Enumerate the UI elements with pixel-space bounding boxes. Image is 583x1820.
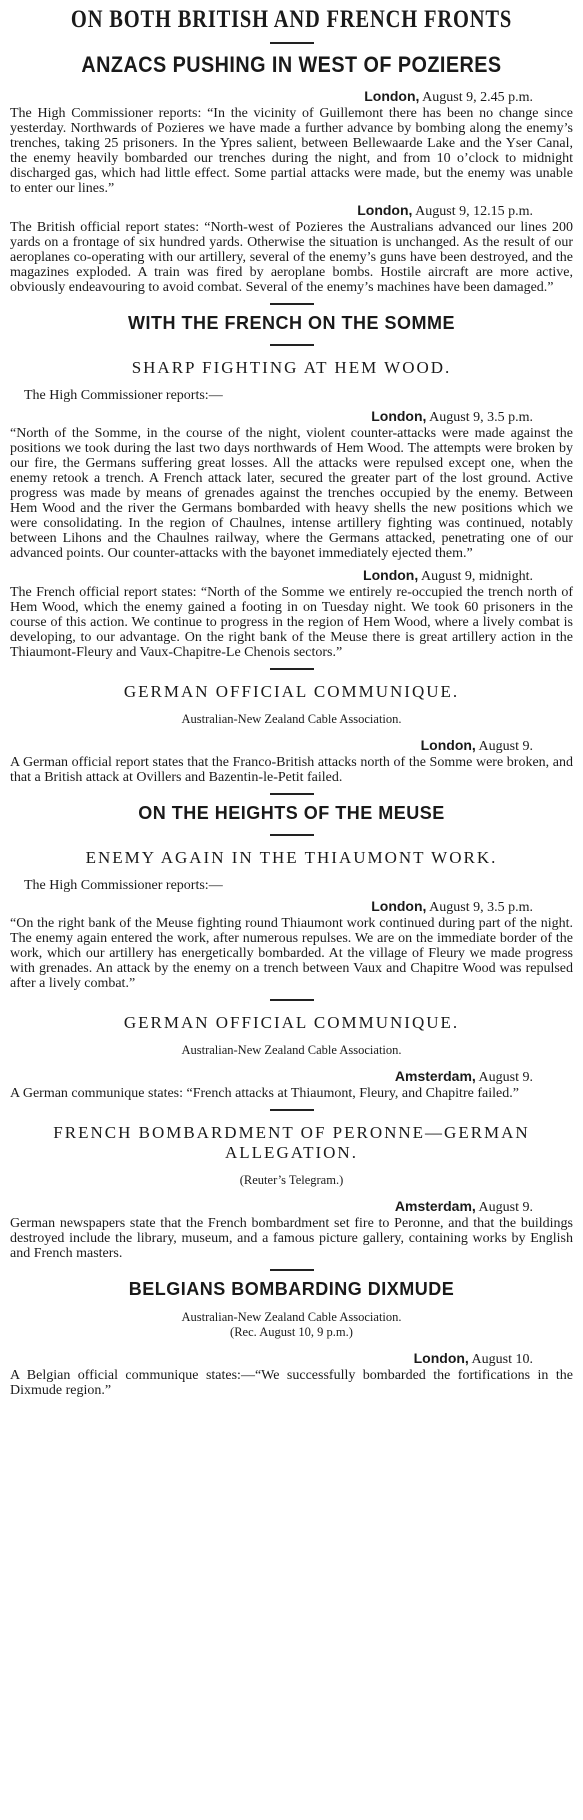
dateline — [10, 567, 533, 585]
article-anzacs — [10, 52, 573, 295]
dateline — [10, 88, 533, 106]
article-peronne — [10, 1123, 573, 1261]
dateline-time: August 9. — [478, 1070, 533, 1085]
dateline-place: Amsterdam, — [394, 1198, 476, 1214]
article-somme — [10, 313, 573, 660]
agency-credit: Australian-New Zealand Cable Association. — [181, 1043, 402, 1057]
divider — [270, 1269, 314, 1271]
dateline-place: London, — [371, 408, 427, 424]
article-german-communique-1 — [10, 682, 573, 785]
article-german-communique-2 — [10, 1013, 573, 1101]
dateline-time: August 9, midnight. — [420, 569, 533, 584]
article-subhead: SHARP FIGHTING AT HEM WOOD. — [131, 358, 452, 377]
dateline-time: August 9, 2.45 p.m. — [422, 90, 533, 105]
agency-credit: Australian-New Zealand Cable Association. — [181, 712, 402, 726]
dateline — [10, 898, 533, 916]
article-subhead: GERMAN OFFICIAL COMMUNIQUE. — [123, 1013, 460, 1032]
divider — [270, 834, 314, 836]
article-headline: ANZACS PUSHING IN WEST OF POZIERES — [81, 52, 502, 77]
dateline-place: London, — [364, 88, 420, 104]
dateline-time: August 9. — [478, 1200, 533, 1215]
dateline — [10, 1068, 533, 1086]
article-headline: ON THE HEIGHTS OF THE MEUSE — [138, 803, 445, 823]
dateline-time: August 9, 12.15 p.m. — [415, 204, 533, 219]
received-time: (Rec. August 10, 9 p.m.) — [230, 1325, 353, 1339]
divider — [270, 793, 314, 795]
article-paragraph: A Belgian official communique states:—“We successfully bombarded the fortifications in the Dixmude region.” — [10, 1368, 573, 1398]
dateline — [10, 1350, 533, 1368]
dateline-time: August 9, 3.5 p.m. — [429, 410, 533, 425]
dateline — [10, 737, 533, 755]
article-paragraph: “North of the Somme, in the course of the night, violent counter-attacks were made against the positions we took during the last two days northwards of Hem Wood. The attempts were broken by our fire, the Germans suffering great losses. All the attacks were repulsed except one, when the enemy retook a trench. A French attack later, secured the greater part of the lost ground. Active progress was made by means of grenades against the trenches occupied by the enemy. Between Hem Wood and the river the Germans bombarded with heavy shells the new positions which we were consolidating. In the region of Chaulnes, intense artillery fighting was continued, notably between Lihons and the Chaulnes railway, where the Germans attacked, penetrating one of our advanced points. Our counter-attacks with the bayonet immediately ejected them.” — [10, 426, 573, 561]
article-paragraph: The High Commissioner reports: “In the vicinity of Guillemont there has been no change since yesterday. Northwards of Pozieres we have made a further advance by bombing along the enemy’s trenches, taking 25 prisoners. In the Ypres salient, between Bellewaarde Lake and the Yser Canal, the enemy heavily bombarded our trenches during the night, and from 10 o’clock to midnight discharged gas, which had little effect. Some partial attacks were made, but the enemy was unable to enter our lines.” — [10, 106, 573, 196]
dateline — [10, 408, 533, 426]
article-paragraph: A German communique states: “French attacks at Thiaumont, Fleury, and Chapitre failed.” — [10, 1086, 519, 1101]
divider — [270, 668, 314, 670]
divider — [270, 42, 314, 44]
article-subhead: FRENCH BOMBARDMENT OF PERONNE—GERMAN ALLEGATION. — [53, 1123, 530, 1162]
agency-credit: Australian-New Zealand Cable Association. — [181, 1310, 402, 1324]
divider — [270, 344, 314, 346]
article-paragraph: The French official report states: “North of the Somme we entirely re-occupied the trench north of Hem Wood, which the enemy gained a footing in on Tuesday night. We took 60 prisoners in the course of this action. We continue to progress in the region of Hem Wood, where a lively combat is developing, to our advantage. On the right bank of the Meuse there is great artillery action in the Thiaumont-Fleury and Vaux-Chapitre-Le Chenois sectors.” — [10, 585, 573, 660]
divider — [270, 303, 314, 305]
article-paragraph: A German official report states that the Franco-British attacks north of the Somme were broken, and that a British attack at Ovillers and Bazentin-le-Petit failed. — [10, 755, 573, 785]
report-source: The High Commissioner reports:— — [24, 878, 223, 893]
article-paragraph: “On the right bank of the Meuse fighting round Thiaumont work continued during part of the night. The enemy again entered the work, after numerous repulses. We are on the immediate border of the work, which our artillery has energetically bombarded. At the village of Fleury we made progress with grenades. An attack by the enemy on a trench between Vaux and Chapitre Wood was repulsed after a lively combat.” — [10, 916, 573, 991]
report-source: The High Commissioner reports:— — [24, 388, 223, 403]
agency-credit: (Reuter’s Telegram.) — [239, 1173, 344, 1187]
dateline — [10, 202, 533, 220]
divider — [270, 1109, 314, 1111]
article-headline: WITH THE FRENCH ON THE SOMME — [128, 313, 455, 333]
dateline-time: August 10. — [471, 1352, 533, 1367]
dateline-time: August 9. — [478, 739, 533, 754]
dateline-place: London, — [363, 567, 419, 583]
article-belgians — [10, 1279, 573, 1398]
article-paragraph: German newspapers state that the French bombardment set fire to Peronne, and that the buildings destroyed include the library, museum, and a famous picture gallery, containing works by English and French masters. — [10, 1216, 573, 1261]
dateline-place: London, — [420, 737, 476, 753]
divider — [270, 999, 314, 1001]
article-headline: BELGIANS BOMBARDING DIXMUDE — [128, 1279, 455, 1299]
article-subhead: GERMAN OFFICIAL COMMUNIQUE. — [123, 682, 460, 701]
dateline-place: London, — [413, 1350, 469, 1366]
dateline — [10, 1198, 533, 1216]
masthead: ON BOTH BRITISH AND FRENCH FRONTS — [70, 6, 513, 33]
dateline-time: August 9, 3.5 p.m. — [429, 900, 533, 915]
article-paragraph: The British official report states: “North-west of Pozieres the Australians advanced our lines 200 yards on a frontage of six hundred yards. Otherwise the situation is unchanged. As the result of our aeroplanes co-operating with our artillery, several of the enemy’s guns have been destroyed, and the magazines exploded. A train was fired by aeroplane bombs. Hostile aircraft are more active, obviously endeavouring to avoid combat. Several of the enemy’s machines have been damaged.” — [10, 220, 573, 295]
article-subhead: ENEMY AGAIN IN THE THIAUMONT WORK. — [85, 848, 498, 867]
dateline-place: Amsterdam, — [394, 1068, 476, 1084]
article-meuse — [10, 803, 573, 991]
dateline-place: London, — [357, 202, 413, 218]
dateline-place: London, — [371, 898, 427, 914]
